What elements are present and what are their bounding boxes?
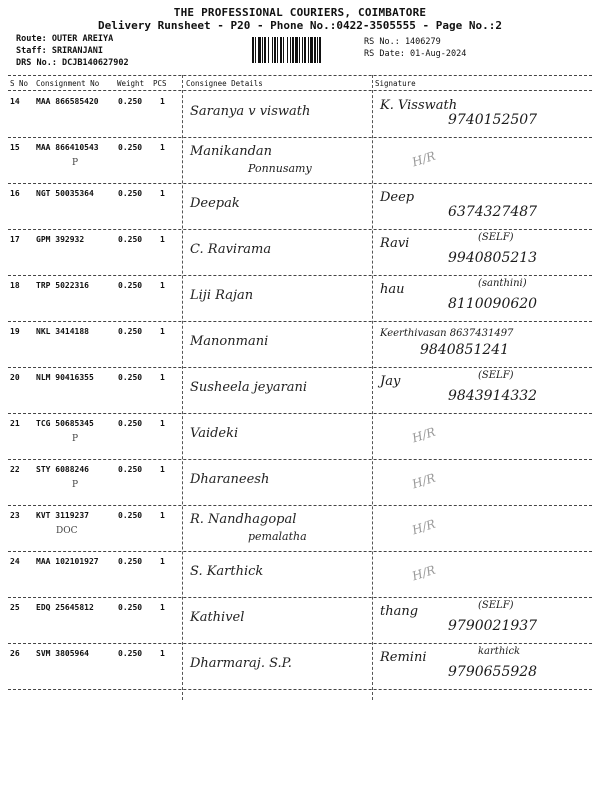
weight-value: 0.250 (118, 327, 143, 336)
staff-label: Staff: SRIRANJANI (16, 46, 103, 56)
table-row (8, 644, 592, 690)
consignee-name: Liji Rajan (190, 288, 254, 303)
serial-number: 14 (10, 97, 20, 106)
table-row (8, 92, 592, 138)
signature: hau (380, 282, 405, 297)
route-label: Route: OUTER AREIYA (16, 34, 114, 44)
consignment-number: NKL 3414188 (36, 327, 89, 336)
consignee-name: C. Ravirama (190, 242, 272, 257)
weight-value: 0.250 (118, 419, 143, 428)
header-rule-top (8, 75, 592, 76)
hr-mark: H/R (410, 516, 438, 538)
col-consignment: Consignment No (36, 79, 100, 88)
table-row (8, 138, 592, 184)
serial-number: 26 (10, 649, 20, 658)
serial-number: 18 (10, 281, 20, 290)
consignee-name: Saranya v viswath (190, 104, 311, 119)
pieces-count: 1 (160, 327, 165, 336)
col-weight: Weight (117, 79, 145, 88)
signature: Remini (380, 650, 427, 665)
weight-value: 0.250 (118, 649, 143, 658)
consignment-number: MAA 866410543 (36, 143, 99, 152)
weight-value: 0.250 (118, 511, 143, 520)
consignee-name: Vaideki (190, 426, 239, 441)
signature-extra: (SELF) (478, 600, 514, 611)
consignee-name: Kathivel (190, 610, 245, 625)
pieces-count: 1 (160, 511, 165, 520)
table-row (8, 368, 592, 414)
hr-mark: H/R (410, 562, 438, 584)
hr-mark: H/R (410, 148, 438, 170)
pieces-count: 1 (160, 235, 165, 244)
row-divider (8, 689, 592, 690)
hr-mark: H/R (410, 470, 438, 492)
signature-extra: (SELF) (478, 370, 514, 381)
signature: K. Visswath (380, 98, 458, 113)
table-row (8, 506, 592, 552)
serial-number: 21 (10, 419, 20, 428)
consignment-number: GPM 392932 (36, 235, 85, 244)
serial-number: 22 (10, 465, 20, 474)
weight-value: 0.250 (118, 143, 143, 152)
consignment-number: MAA 866585420 (36, 97, 99, 106)
pieces-count: 1 (160, 557, 165, 566)
col-sno: S No (10, 79, 29, 88)
rs-date: RS Date: 01-Aug-2024 (364, 49, 467, 59)
pieces-count: 1 (160, 419, 165, 428)
signature-phone: 9790021937 (448, 618, 538, 634)
drs-number: DRS No.: DCJB140627902 (16, 58, 129, 68)
table-row (8, 184, 592, 230)
serial-number: 24 (10, 557, 20, 566)
consignee-name: Dharmaraj. S.P. (190, 656, 292, 671)
runsheet-title: Delivery Runsheet - P20 - Phone No.:0422-3505555 - Page No.:2 (98, 19, 502, 32)
consignment-number: EDQ 25645812 (36, 603, 94, 612)
pieces-count: 1 (160, 603, 165, 612)
table-row (8, 414, 592, 460)
pieces-count: 1 (160, 281, 165, 290)
pieces-count: 1 (160, 189, 165, 198)
table-row (8, 230, 592, 276)
signature: thang (380, 604, 419, 619)
signature-phone: 6374327487 (448, 204, 538, 220)
consignment-number: SVM 3805964 (36, 649, 89, 658)
signature-phone: 8110090620 (448, 296, 538, 312)
signature: Keerthivasan 8637431497 (380, 328, 514, 339)
signature-extra: karthick (478, 646, 521, 657)
pieces-count: 1 (160, 373, 165, 382)
header-rule-bottom (8, 90, 592, 91)
handwritten-note: P (72, 434, 79, 444)
consignee-name: Manikandan (190, 144, 273, 159)
signature-phone: 9840851241 (420, 342, 510, 358)
consignee-name: S. Karthick (190, 564, 264, 579)
pieces-count: 1 (160, 97, 165, 106)
rs-number: RS No.: 1406279 (364, 37, 441, 47)
pieces-count: 1 (160, 649, 165, 658)
signature: Jay (380, 374, 401, 389)
serial-number: 20 (10, 373, 20, 382)
consignee-name: Susheela jeyarani (190, 380, 308, 395)
col-consignee: Consignee Details (186, 79, 263, 88)
weight-value: 0.250 (118, 189, 143, 198)
weight-value: 0.250 (118, 465, 143, 474)
serial-number: 16 (10, 189, 20, 198)
signature: Ravi (380, 236, 410, 251)
consignment-number: KVT 3119237 (36, 511, 89, 520)
consignee-name: R. Nandhagopal (190, 512, 297, 527)
table-row (8, 322, 592, 368)
handwritten-note: P (72, 480, 79, 490)
handwritten-note: DOC (56, 526, 78, 536)
consignment-number: NLM 90416355 (36, 373, 94, 382)
serial-number: 25 (10, 603, 20, 612)
signature-phone: 9790655928 (448, 664, 538, 680)
weight-value: 0.250 (118, 281, 143, 290)
serial-number: 19 (10, 327, 20, 336)
signature: Deep (380, 190, 415, 205)
weight-value: 0.250 (118, 373, 143, 382)
consignment-number: TRP 5022316 (36, 281, 89, 290)
hr-mark: H/R (410, 424, 438, 446)
table-row (8, 276, 592, 322)
weight-value: 0.250 (118, 97, 143, 106)
serial-number: 17 (10, 235, 20, 244)
consignee-name: Dharaneesh (190, 472, 270, 487)
signature-extra: (SELF) (478, 232, 514, 243)
handwritten-note: P (72, 158, 79, 168)
signature-extra: (santhini) (478, 278, 527, 289)
consignee-name-line2: Ponnusamy (248, 162, 312, 175)
weight-value: 0.250 (118, 603, 143, 612)
consignment-number: MAA 102101927 (36, 557, 99, 566)
table-row (8, 598, 592, 644)
signature-phone: 9940805213 (448, 250, 538, 266)
signature-phone: 9843914332 (448, 388, 538, 404)
pieces-count: 1 (160, 143, 165, 152)
weight-value: 0.250 (118, 557, 143, 566)
table-row (8, 460, 592, 506)
consignee-name-line2: pemalatha (248, 530, 307, 543)
weight-value: 0.250 (118, 235, 143, 244)
col-signature: Signature (375, 79, 416, 88)
pieces-count: 1 (160, 465, 165, 474)
serial-number: 15 (10, 143, 20, 152)
consignment-number: TCG 50685345 (36, 419, 94, 428)
consignee-name: Manonmani (190, 334, 269, 349)
consignee-name: Deepak (190, 196, 240, 211)
barcode-image (252, 37, 356, 63)
table-row (8, 552, 592, 598)
col-pcs: PCS (153, 79, 167, 88)
signature-phone: 9740152507 (448, 112, 538, 128)
company-name: THE PROFESSIONAL COURIERS, COIMBATORE (173, 6, 427, 19)
consignment-number: NGT 50035364 (36, 189, 94, 198)
consignment-number: STY 6088246 (36, 465, 89, 474)
serial-number: 23 (10, 511, 20, 520)
